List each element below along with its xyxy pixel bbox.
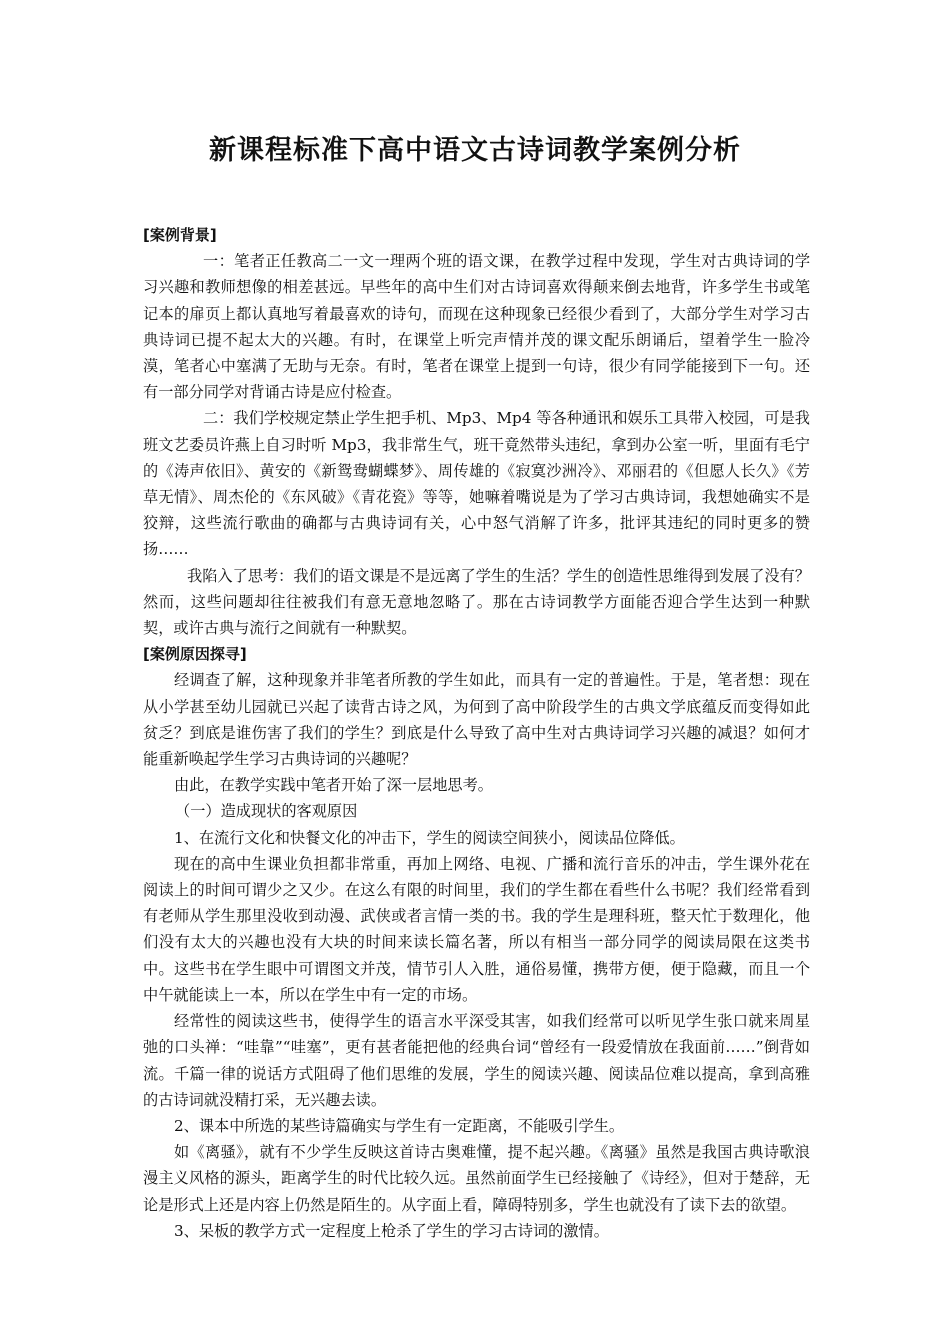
paragraph-causes-4: 经常性的阅读这些书，使得学生的语言水平深受其害，如我们经常可以听见学生张口就来周星弛的口头禅：“哇靠”“哇塞”，更有甚者能把他的经典台词“曾经有一段爱情放在我面前……”倒背如流。千篇一律的说话方式阻碍了他们思维的发展，学生的阅读兴趣、阅读品位难以提高，拿到高雅的古诗词就没精打采，无兴趣去读。 xyxy=(143,1012,810,1109)
paragraph-causes-2: 由此，在教学实践中笔者开始了深一层地思考。 xyxy=(174,776,493,795)
point-heading-3: 3、呆板的教学方式一定程度上枪杀了学生的学习古诗词的激情。 xyxy=(174,1221,609,1240)
paragraph-background-1: 一：笔者正任教高二一文一理两个班的语文课，在教学过程中发现，学生对古典诗词的学习兴趣和教师想像的相差甚远。早些年的高中生们对古诗词喜欢得颠来倒去地背，许多学生书或笔记本的扉页上都认真地写着最喜欢的诗句，而现在这种现象已经很少看到了，大部分学生对学习古典诗词已提不起太大的兴趣。有时，在课堂上听完声情并茂的课文配乐朗诵后，望着学生一脸冷漠，笔者心中塞满了无助与无奈。有时，笔者在课堂上提到一句诗，很少有同学能接到下一句。还有一部分同学对背诵古诗是应付检查。 xyxy=(143,252,810,402)
section-heading-background: [案例背景] xyxy=(143,226,217,244)
paragraph-causes-5: 如《离骚》，就有不少学生反映这首诗古奥难懂，提不起兴趣。《离骚》虽然是我国古典诗歌浪漫主义风格的源头，距离学生的时代比较久远。虽然前面学生已经接触了《诗经》，但对于楚辞，无论是形式上还是内容上仍然是陌生的。从字面上看，障碍特别多，学生也就没有了读下去的欲望。 xyxy=(143,1143,810,1214)
point-heading-2: 2、课本中所选的某些诗篇确实与学生有一定距离，不能吸引学生。 xyxy=(174,1116,625,1135)
subheading-objective-causes: （一）造成现状的客观原因 xyxy=(175,802,358,821)
section-heading-causes: [案例原因探寻] xyxy=(143,645,247,664)
paragraph-background-3: 我陷入了思考：我们的语文课是不是远离了学生的生活？学生的创造性思维得到发展了没有？然而，这些问题却往往被我们有意无意地忽略了。那在古诗词教学方面能否迎合学生达到一种默契，或许古典与流行之间就有一种默契。 xyxy=(143,566,810,638)
page-title: 新课程标准下高中语文古诗词教学案例分析 xyxy=(209,135,741,166)
point-heading-1: 1、在流行文化和快餐文化的冲击下，学生的阅读空间狭小，阅读品位降低。 xyxy=(174,828,685,847)
paragraph-causes-1: 经调查了解，这种现象并非笔者所教的学生如此，而具有一定的普遍性。于是，笔者想：现在从小学甚至幼儿园就已兴起了读背古诗之风，为何到了高中阶段学生的古典文学底蕴反而变得如此贫乏？到底是谁伤害了我们的学生？到底是什么导致了高中生对古典诗词学习兴趣的减退？如何才能重新唤起学生学习古典诗词的兴趣呢？ xyxy=(143,671,810,769)
paragraph-background-2: 二：我们学校规定禁止学生把手机、Mp3、Mp4 等各种通讯和娱乐工具带入校园，可是我班文艺委员许燕上自习时听 Mp3，我非常生气，班干竟然带头违纪，拿到办公室一听，里面有毛宁的《涛声依旧》、黄安的《新鸳鸯蝴蝶梦》、周传雄的《寂寞沙洲冷》、邓丽君的《但愿人长久》《芳草无情》、周杰伦的《东风破》《青花瓷》等等，她嘛着嘴说是为了学习古典诗词，我想她确实不是狡辩，这些流行歌曲的确都与古典诗词有关，心中怒气消解了许多，批评其违纪的同时更多的赞扬…… xyxy=(143,409,810,559)
paragraph-causes-3: 现在的高中生课业负担都非常重，再加上网络、电视、广播和流行音乐的冲击，学生课外花在阅读上的时间可谓少之又少。在这么有限的时间里，我们的学生都在看些什么书呢？我们经常看到有老师从学生那里没收到动漫、武侠或者言情一类的书。我的学生是理科班，整天忙于数理化，他们没有太大的兴趣也没有大块的时间来读长篇名著，所以有相当一部分同学的阅读局限在这类书中。这些书在学生眼中可谓图文并茂，情节引人入胜，通俗易懂，携带方便，便于隐藏，而且一个中午就能读上一本，所以在学生中有一定的市场。 xyxy=(143,854,810,1004)
document-body xyxy=(143,222,810,1244)
